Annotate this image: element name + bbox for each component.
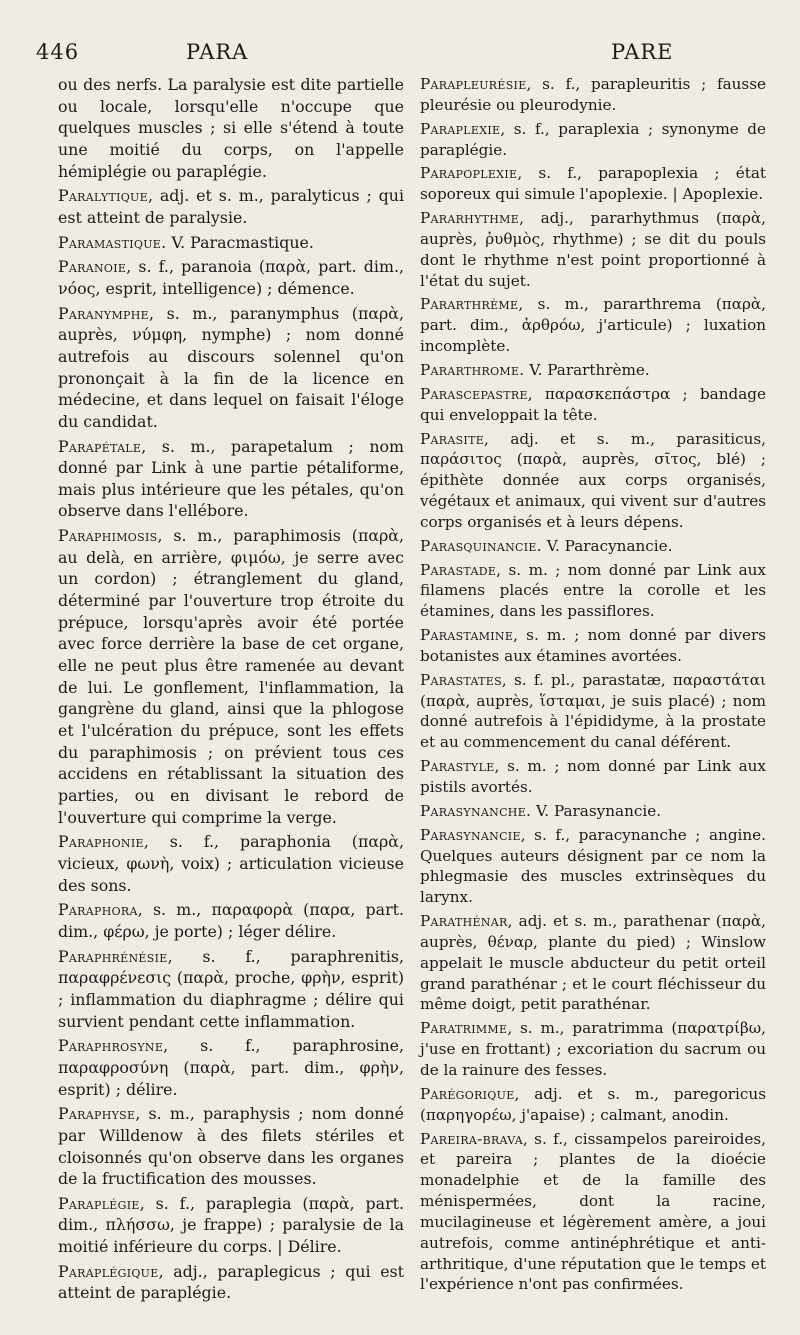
dictionary-entry <box>420 560 766 623</box>
entry-definition: , s. f., paranoia (παρὰ, part. dim., νόος, esprit, intelligence) ; démence. <box>58 257 404 298</box>
entry-definition: , s. m., παραφορὰ (παρα, part. dim., φέρω, je porte) ; léger délire. <box>58 900 404 941</box>
entry-headword: Parathénar <box>420 912 508 931</box>
dictionary-entry <box>58 946 404 1033</box>
dictionary-entry <box>58 185 404 228</box>
dictionary-entry <box>58 232 404 254</box>
entry-headword: Paranoie <box>58 257 127 277</box>
entry-headword: Paraphora <box>58 900 138 920</box>
dictionary-entry <box>420 294 766 357</box>
dictionary-entry <box>420 756 766 798</box>
entry-headword: Parasynanche. <box>420 801 532 820</box>
entry-definition: , s. f., paraplegia (παρὰ, part. dim., πλήσσω, je frappe) ; paralysie de la moitié inférieure du corps. | Délire. <box>58 1193 404 1257</box>
entry-definition: , s. f., paraphonia (παρὰ, vicieux, φωνὴ, voix) ; articulation vicieuse des sons. <box>58 832 404 895</box>
continuation-text: ou des nerfs. La paralysie est dite partielle ou locale, lorsqu'elle n'occupe que quelques muscles ; si elle s'étend à toute une moitié du corps, on l'appelle hémiplégie ou paraplégie. <box>58 75 404 181</box>
dictionary-entry <box>420 1129 766 1296</box>
entry-headword: Paramastique. <box>58 232 167 252</box>
entry-headword: Paranymphe <box>58 303 149 323</box>
entry-definition: , s. f., paracynanche ; angine. Quelques auteurs désignent par ce nom la phlegmasie des muscles extrinsèques du larynx. <box>420 825 766 907</box>
entry-headword: Paraphrosyne <box>58 1036 164 1056</box>
entry-definition: , s. m., paratrimma (παρατρίβω, j'use en frottant) ; excoriation du sacrum ou de la rainure des fesses. <box>420 1019 766 1079</box>
entry-definition: V. Paracynancie. <box>541 536 673 555</box>
entry-headword: Parasynancie <box>420 825 521 844</box>
entry-definition: , s. f., paraphrosine, παραφροσύνη (παρὰ, part. dim., φρὴν, esprit) ; délire. <box>58 1036 404 1099</box>
entry-definition: , adj., pararhythmus (παρὰ, auprès, ῥυθμὸς, rhythme) ; se dit du pouls dont le rhythme n'est point proportionné à l'état du sujet. <box>420 209 766 290</box>
entry-definition: , s. m. ; nom donné par Link aux pistils avortés. <box>420 757 766 796</box>
entry-headword: Parastates <box>420 670 502 689</box>
dictionary-entry <box>420 1018 766 1081</box>
dictionary-entry <box>420 119 766 161</box>
entry-definition: , s. m., pararthrema (παρὰ, part. dim., ἀρθρόω, j'articule) ; luxation incomplète. <box>420 295 766 356</box>
entry-headword: Parapoplexie <box>420 164 518 183</box>
entry-definition: , adj. et s. m., parathenar (παρὰ, auprès, θέναρ, plante du pied) ; Winslow appelait le muscle abducteur du petit orteil grand parathénar ; et le court fléchisseur du même doigt, petit parathénar. <box>420 912 766 1014</box>
entry-definition: , adj. et s. m., parasiticus, παράσιτος (παρὰ, auprès, σῖτος, blé) ; épithète donnée aux corps organisés, végétaux et animaux, qui vivent sur d'autres corps organisés et à leurs dépens. <box>420 429 766 531</box>
entry-headword: Parascepastre <box>420 384 528 403</box>
entry-headword: Parapétale <box>58 436 142 456</box>
dictionary-entry <box>420 208 766 291</box>
entry-definition: , s. f., paraplexia ; synonyme de paraplégie. <box>420 119 766 159</box>
entry-headword: Paraplégie <box>58 1193 140 1213</box>
entry-headword: Parasquinancie. <box>420 536 542 555</box>
dictionary-entry <box>58 256 404 299</box>
entry-definition: V. Parasynancie. <box>531 801 662 820</box>
entry-headword: Paratrimme <box>420 1019 508 1038</box>
dictionary-entry <box>420 429 766 533</box>
entry-headword: Paraplégique <box>58 1261 159 1281</box>
entry-headword: Paraphonie <box>58 832 144 852</box>
dictionary-entry <box>420 625 766 667</box>
dictionary-entry <box>58 1103 404 1190</box>
entry-definition: , s. f., paraphrenitis, παραφρένεσις (παρὰ, proche, φρὴν, esprit) ; inflammation du diaphragme ; délire qui survient pendant cette inflammation. <box>58 946 404 1031</box>
dictionary-entry <box>420 74 766 116</box>
entry-definition: , adj., paraplegicus ; qui est atteint de paraplégie. <box>58 1261 404 1303</box>
dictionary-entry <box>58 303 404 433</box>
entry-definition: , s. f., cissampelos pareiroides, et pareira ; plantes de la dioécie monadelphie et de la famille des ménispermées, dont la racine, mucilagineuse et légèrement amère, a joui autrefois, comme antinéphrétique et anti-arthritique, d'une réputation que le temps et l'expérience n'ont pas confirmées. <box>420 1129 766 1294</box>
entry-definition: , s. m., paranymphus (παρὰ, auprès, νύμφη, nymphe) ; nom donné autrefois au discours solennel qu'on prononçait à la fin de la licence en médecine, et dans lequel on faisait l'éloge du candidat. <box>58 303 404 431</box>
right-column <box>420 74 766 1298</box>
entry-headword: Parastamine <box>420 626 514 645</box>
dictionary-entry <box>420 801 766 822</box>
entry-definition: , s. f., parapleuritis ; fausse pleurésie ou pleurodynie. <box>420 75 766 114</box>
dictionary-entry <box>58 436 404 523</box>
entry-definition: V. Paracmastique. <box>166 232 314 252</box>
entry-headword: Parasite <box>420 429 485 448</box>
entry-headword: Paraplexie <box>420 119 501 138</box>
entry-headword: Pararthrème <box>420 295 519 314</box>
entry-definition: V. Pararthrème. <box>524 360 650 379</box>
entry-definition: , παρασκεπάστρα ; bandage qui enveloppait la tête. <box>420 384 766 424</box>
entry-headword: Parapleurésie <box>420 75 527 93</box>
entry-headword: Parastyle <box>420 757 495 776</box>
entry-definition: , s. m. ; nom donné par divers botanistes aux étamines avortées. <box>420 626 766 665</box>
entry-headword: Paraphyse <box>58 1104 136 1124</box>
entry-definition: , adj. et s. m., paralyticus ; qui est atteint de paralysie. <box>58 186 404 227</box>
left-running-head: PARA <box>186 40 249 64</box>
dictionary-entry <box>420 911 766 1015</box>
entry-definition: , s. f. pl., parastatæ, παραστάται (παρὰ, auprès, ἵσταμαι, je suis placé) ; nom donné autrefois à l'épididyme, à la prostate et au commencement du canal déférent. <box>420 670 766 752</box>
dictionary-entry <box>420 360 766 381</box>
dictionary-entry <box>420 536 766 557</box>
dictionary-entry <box>58 1193 404 1258</box>
entry-definition: , s. f., parapoplexia ; état soporeux qui simule l'apoplexie. | Apoplexie. <box>420 164 766 204</box>
entry-definition: , s. m., paraphimosis (παρὰ, au delà, en arrière, φιμόω, je serre avec un cordon) ; étranglement du gland, déterminé par l'ouverture trop étroite du prépuce, lorsqu'après avoir été portée avec force derrière la base de cet organe, elle ne peut plus être ramenée au devant de lui. Le gonflement, l'inflammation, la gangrène du gland, ainsi que la phlogose et l'ulcération du prépuce, sont les effets du paraphimosis ; on prévient tous ces accidens en rétablissant la situation des parties, ou en divisant le rebord de l'ouverture qui comprime la verge. <box>58 526 404 827</box>
dictionary-entry <box>58 525 404 828</box>
dictionary-entry <box>420 670 766 753</box>
entry-headword: Parastade <box>420 560 497 579</box>
dictionary-entry <box>58 831 404 896</box>
entry-headword: Paraphimosis <box>58 526 158 546</box>
entry-definition: , s. m., paraphysis ; nom donné par Willdenow à des filets stériles et cloisonnés qu'on observe dans les organes de la fructification des mousses. <box>58 1104 404 1189</box>
page-header <box>36 40 772 74</box>
page-number: 446 <box>36 40 80 64</box>
dictionary-entry <box>420 825 766 908</box>
entry-headword: Parégorique <box>420 1084 515 1103</box>
entry-definition: , s. m., parapetalum ; nom donné par Link à une partie pétaliforme, mais plus intérieure que les pétales, qu'on observe dans l'ellébore. <box>58 436 404 521</box>
entry-headword: Pareira-brava <box>420 1129 523 1148</box>
dictionary-entry <box>58 1261 404 1304</box>
entry-headword: Pararthrome. <box>420 360 525 379</box>
entry-headword: Paraphrénésie <box>58 946 168 966</box>
dictionary-entry <box>420 1084 766 1126</box>
dictionary-entry <box>420 163 766 205</box>
dictionary-entry <box>58 899 404 942</box>
dictionary-entry <box>420 384 766 426</box>
entry-definition: , adj. et s. m., paregoricus (παρηγορέω, j'apaise) ; calmant, anodin. <box>420 1084 766 1124</box>
entry-headword: Pararhythme <box>420 209 520 228</box>
dictionary-entry <box>58 1035 404 1100</box>
right-running-head: PARE <box>611 40 674 64</box>
left-column <box>58 74 404 1307</box>
entry-headword: Paralytique <box>58 186 148 206</box>
entry-definition: , s. m. ; nom donné par Link aux filamens placés entre la corolle et les étamines, dans les passiflores. <box>420 560 766 621</box>
